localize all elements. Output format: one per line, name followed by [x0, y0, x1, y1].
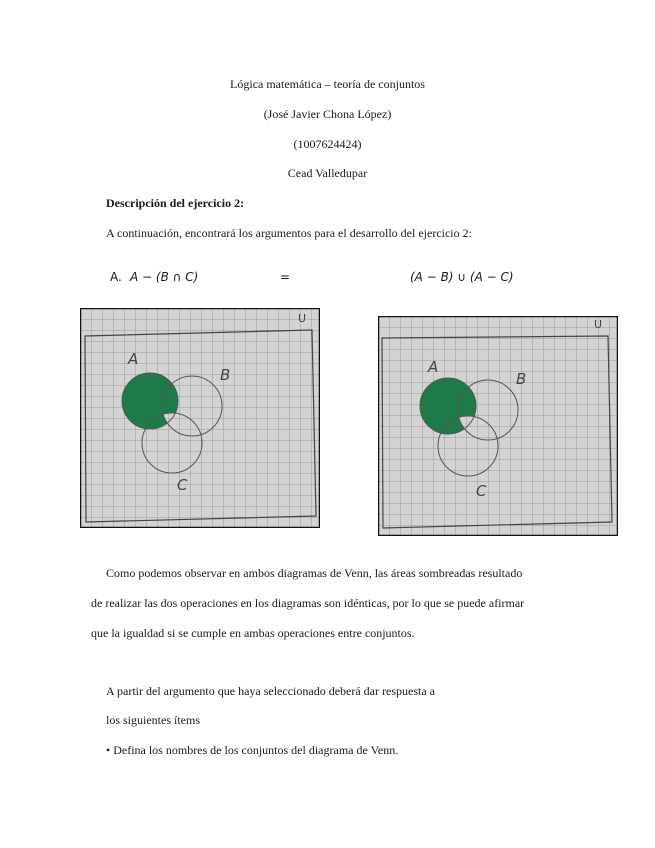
location: Cead Valledupar: [287, 166, 368, 180]
document-title: Lógica matemática – teoría de conjuntos: [230, 77, 425, 91]
conclusion-line-3: que la igualdad si se cumple en ambas operaciones entre conjuntos.: [91, 626, 415, 640]
instructions-line-2: los siguientes ítems: [106, 713, 200, 727]
set-a-label: A: [128, 350, 139, 368]
conclusion-line-2: de realizar las dos operaciones en los diagramas son idénticas, por lo que se puede afirmar: [91, 596, 525, 610]
conclusion-line-1: Como podemos observar en ambos diagramas de Venn, las áreas sombreadas resultado: [106, 566, 523, 580]
id-number: (1007624424): [293, 137, 362, 151]
universe-label: U: [594, 318, 603, 331]
venn-diagram-right-svg: [378, 316, 618, 536]
set-c-label: C: [476, 482, 487, 500]
set-b-label: B: [516, 370, 527, 388]
author-name: (José Javier Chona López): [263, 107, 392, 121]
instructions-line-1: A partir del argumento que haya seleccionado deberá dar respuesta a: [106, 684, 435, 698]
venn-diagram-right: [378, 316, 618, 536]
grid-paper: [80, 308, 320, 528]
equation-left: [130, 270, 198, 284]
venn-diagram-left: [80, 308, 320, 528]
grid-paper: [378, 316, 618, 536]
equation-right-text: (A − B) ∪ (A − C): [410, 270, 514, 284]
equation-label: A.: [110, 270, 122, 284]
exercise-intro: A continuación, encontrará los argumentos para el desarrollo del ejercicio 2:: [106, 226, 472, 240]
set-a-label: A: [428, 358, 439, 376]
instructions-bullet-1: • Defina los nombres de los conjuntos del diagrama de Venn.: [106, 743, 399, 757]
equation-equals: =: [280, 270, 291, 284]
set-b-label: B: [220, 366, 231, 384]
venn-diagram-left-svg: [80, 308, 320, 528]
set-c-label: C: [177, 476, 188, 494]
equation-left-text: A − (B ∩ C): [130, 270, 199, 284]
universe-label: U: [298, 312, 307, 325]
exercise-heading: Descripción del ejercicio 2:: [106, 196, 245, 210]
equation-right: [410, 270, 514, 284]
